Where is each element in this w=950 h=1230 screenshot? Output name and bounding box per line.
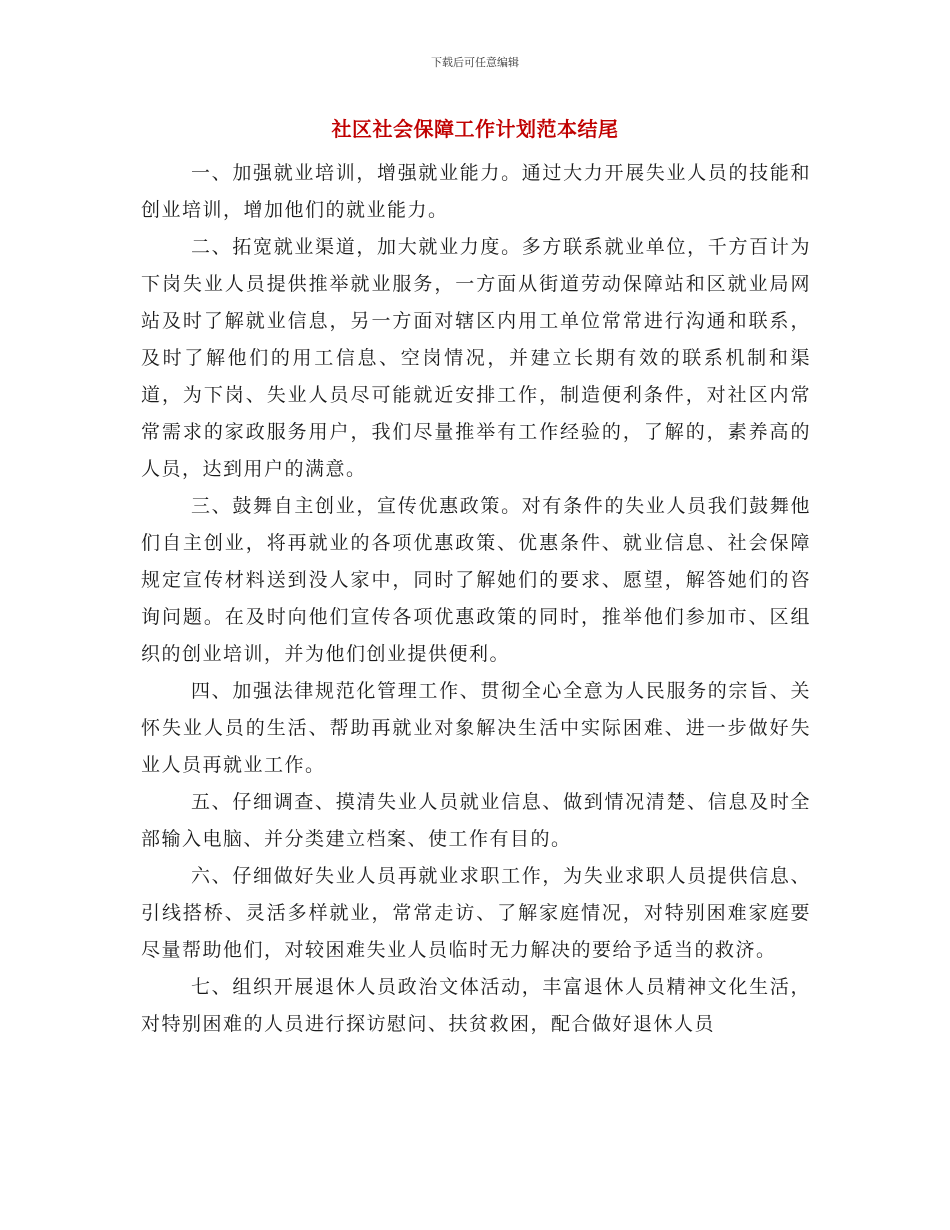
- paragraph-1: 一、加强就业培训，增强就业能力。通过大力开展失业人员的技能和创业培训，增加他们的就业能力。: [141, 162, 811, 221]
- paragraph-2: 二、拓宽就业渠道，加大就业力度。多方联系就业单位，千方百计为下岗失业人员提供推举就业服务，一方面从街道劳动保障站和区就业局网站及时了解就业信息，另一方面对辖区内用工单位常常进行沟通和联系，及时了解他们的用工信息、空岗情况，并建立长期有效的联系机制和渠道，为下岗、失业人员尽可能就近安排工作，制造便利条件，对社区内常常需求的家政服务用户，我们尽量推举有工作经验的，了解的，素养高的人员，达到用户的满意。: [141, 236, 811, 480]
- paragraph-7: 七、组织开展退休人员政治文体活动，丰富退休人员精神文化生活，对特别困难的人员进行探访慰问、扶贫救困，配合做好退休人员: [141, 976, 811, 1035]
- paragraph-3: 三、鼓舞自主创业，宣传优惠政策。对有条件的失业人员我们鼓舞他们自主创业，将再就业的各项优惠政策、优惠条件、就业信息、社会保障规定宣传材料送到没人家中，同时了解她们的要求、愿望，解答她们的咨询问题。在及时向他们宣传各项优惠政策的同时，推举他们参加市、区组织的创业培训，并为他们创业提供便利。: [141, 495, 811, 665]
- paragraph-5: 五、仔细调查、摸清失业人员就业信息、做到情况清楚、信息及时全部输入电脑、并分类建立档案、使工作有目的。: [141, 791, 811, 850]
- paragraph-4: 四、加强法律规范化管理工作、贯彻全心全意为人民服务的宗旨、关怀失业人员的生活、帮助再就业对象解决生活中实际困难、进一步做好失业人员再就业工作。: [141, 680, 811, 776]
- header-note: 下载后可任意编辑: [431, 56, 519, 69]
- document-title: 社区社会保障工作计划范本结尾: [331, 117, 619, 141]
- paragraph-6: 六、仔细做好失业人员再就业求职工作，为失业求职人员提供信息、引线搭桥、灵活多样就业，常常走访、了解家庭情况，对特别困难家庭要尽量帮助他们，对较困难失业人员临时无力解决的要给予适当的救济。: [141, 865, 811, 961]
- document-body: [141, 155, 811, 1043]
